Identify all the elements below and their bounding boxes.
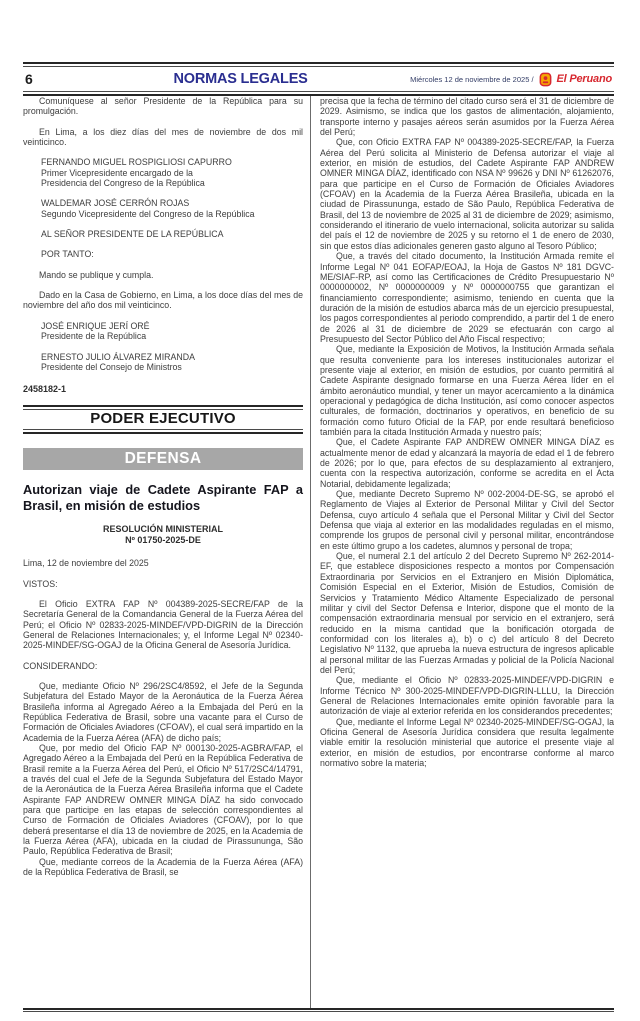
poder-ejecutivo-band xyxy=(23,405,303,434)
section-bottom-rule xyxy=(23,429,303,434)
place-date-line: Lima, 12 de noviembre del 2025 xyxy=(23,558,149,569)
record-number: 2458182-1 xyxy=(23,384,67,395)
considerando-paragraph: Que, mediante la Exposición de Motivos, la Institución Armada señala que resulta conveniente para los intereses institucionales autorizar el presente viaje al exterior, en misión de estudios, por cuanto permitirá al Cadete Aspirante designado formarse en una Fuerza Aérea líder en el ámbito aeronáutico mundial, y tener un mayor acercamiento a la dinámica operacional y pedagógica de dicha Institución, así como conocer aspectos culturales, de formación, doctrinarios y operativos, en beneficio de su formación como futuro Oficial de la FAP, por ende resultará beneficioso también para la citada Institución Armada y nuestro país; xyxy=(320,344,614,437)
el-peruano-emblem-icon xyxy=(538,72,553,87)
vistos-paragraph: El Oficio EXTRA FAP Nº 004389-2025-SECRE/FAP de la Secretaría General de la Comandancia General de la Fuerza Aérea del Perú; el Oficio Nº 02833-2025-MINDEF/VPD-DIGRIN de la Dirección General de Relaciones Internacionales; y, el Informe Legal Nº 02340-2025-MINDEF/SG-OGAJ de la Oficina General de Asesoría Jurídica. xyxy=(23,598,303,651)
signatory-role: Primer Vicepresidente encargado de la xyxy=(41,167,193,178)
date-paragraph: En Lima, a los diez días del mes de noviembre de dos mil veinticinco. xyxy=(23,126,303,148)
page-number: 6 xyxy=(25,71,33,87)
por-tanto-line: POR TANTO: xyxy=(41,249,94,260)
two-column-body xyxy=(23,96,614,1008)
page-header xyxy=(23,62,614,96)
closing-paragraph: Comuníquese al señor Presidente de la República para su promulgación. xyxy=(23,96,303,117)
considerando-label: CONSIDERANDO: xyxy=(23,660,98,671)
resolution-number: Nº 01750-2025-DE xyxy=(125,535,201,546)
considerando-paragraph: Que, a través del citado documento, la Institución Armada remite el Informe Legal Nº 041 EOFAP/EOAJ, la Hoja de Gastos Nº 181 DGVC-ME/SIAF-RP, así como las Certificaciones de Crédito Presupuestario Nº 0000000002, Nº 0000000009 y Nº 0000000755 que garantizan el financiamiento correspondiente; asimismo, teniendo en cuenta que la duración de la misión de estudios abarca más de un ejercicio presupuestal, los pagos correspondientes al periodo comprendido, a partir del 1 de enero de 2026 al 31 de diciembre de 2029 se efectuarán con cargo al Presupuesto del Sector Público del Año Fiscal respectivo; xyxy=(320,251,614,344)
signature-block xyxy=(23,352,303,373)
vistos-label: VISTOS: xyxy=(23,578,58,589)
considerando-paragraph: Que, mediante correos de la Academia de la Fuerza Aérea (AFA) de la República Federativa de Brasil, se xyxy=(23,856,303,878)
mando-line: Mando se publique y cumpla. xyxy=(39,269,154,280)
signatory-name: WALDEMAR JOSÉ CERRÓN ROJAS xyxy=(41,198,190,209)
considerando-paragraph: Que, el Cadete Aspirante FAP ANDREW OMNER MINGA DÍAZ es actualmente menor de edad y alcanzará la mayoría de edad el 1 de febrero de 2026; por lo que, para efectos de su desplazamiento al extranjero, cuenta con la respectiva autorización, conforme se acredita en el Acta Notarial, debidamente legalizada; xyxy=(320,437,614,489)
signatory-name: JOSÉ ENRIQUE JERÍ ORÉ xyxy=(41,320,150,331)
signatory-role: Presidencia del Congreso de la República xyxy=(41,178,205,189)
considerando-paragraph: Que, con Oficio EXTRA FAP Nº 004389-2025-SECRE/FAP, la Fuerza Aérea del Perú solicita al Ministerio de Defensa autorizar el viaje al exterior, en misión de estudios, del Cadete Aspirante FAP ANDREW OMNER MINGA DÍAZ, identificado con NSA Nº 99626 y DNI Nº 61262076, para que participe en el Curso de Formación de Oficiales Aviadores (CFOAV) en la Academia de la Fuerza Aérea Brasileña, ubicada en la ciudad de Pirassununga, estado de São Paulo, República Federativa de Brasil, del 13 de noviembre de 2025 al 31 de diciembre de 2029; asimismo, considerando el itinerario de vuelo internacional, solicita autorizar su salida del país el 12 de noviembre de 2025 y su retorno el 1 de enero de 2030, sin que estos días adicionales generen gasto alguno al Tesoro Público; xyxy=(320,137,614,251)
ministry-header: DEFENSA xyxy=(23,448,303,470)
left-column xyxy=(23,96,311,1008)
signatory-role: Presidente de la República xyxy=(41,331,147,342)
section-header: PODER EJECUTIVO xyxy=(90,409,236,427)
signature-block xyxy=(23,198,303,219)
signatory-role: Segundo Vicepresidente del Congreso de la República xyxy=(41,208,255,219)
signatory-name: FERNANDO MIGUEL ROSPIGLIOSI CAPURRO xyxy=(41,157,232,168)
article-title: Autorizan viaje de Cadete Aspirante FAP a Brasil, en misión de estudios xyxy=(23,482,303,513)
resolution-heading xyxy=(23,524,303,546)
resolution-type: RESOLUCIÓN MINISTERIAL xyxy=(102,524,223,535)
considerando-paragraph: Que, por medio del Oficio FAP Nº 000130-2025-AGBRA/FAP, el Agregado Aéreo a la Embajada del Perú en la República Federativa de Brasil remite a la Fuerza Aérea del Perú, el Oficio Nº 517/2SC4/14791, a través del cual el Jefe de la Segunda Subjefatura del Estado Mayor de la Aeronáutica de la Fuerza Aérea Brasileña informa que el Cadete Aspirante FAP ANDREW OMNER MINGA DÍAZ ha sido convocado para que participe en las etapas de selección correspondientes al Curso de Formación de Oficiales Aviadores (CFOAV), por lo que deberá presentarse el día 13 de noviembre de 2025, en la Academia de la Fuerza Aérea (AFA), ubicada en la ciudad de Pirassununga, São Paulo, República Federativa de Brasil; xyxy=(23,743,303,857)
considerando-paragraph: Que, mediante Oficio Nº 296/2SC4/8592, el Jefe de la Segunda Subjefatura del Estado Mayor de la Aeronáutica de la Fuerza Aérea Brasileña informa al Agregado Aéreo a la Embajada del Perú en la República Federativa de Brasil, sobre una vacante para el Curso de Formación de Oficiales Aviadores (CFOAV), el cual será impartido en la Academia de la Fuerza Aérea (AFA) de dicho país; xyxy=(23,680,303,743)
continuation-paragraph: precisa que la fecha de término del citado curso será el 31 de diciembre de 2029. Asimismo, se indica que los gastos de alimentación, alojamiento, transporte interno y pasajes aéreos serán asumidos por la Fuerza Aérea del Perú; xyxy=(320,96,614,138)
signature-block xyxy=(23,157,303,188)
al-senor-line: AL SEÑOR PRESIDENTE DE LA REPÚBLICA xyxy=(41,229,224,240)
dado-paragraph: Dado en la Casa de Gobierno, en Lima, a los doce días del mes de noviembre del año dos mil veinticinco. xyxy=(23,290,303,311)
considerando-paragraph: Que, mediante Decreto Supremo Nº 002-2004-DE-SG, se aprobó el Reglamento de Viajes al Exterior de Personal Militar y Civil del Sector Defensa, cuyo artículo 4 señala que el Personal Militar y Civil del Sector Defensa que viaja al exterior en las modalidades reguladas en el mismo, comprende los grupos de personal civil y personal militar, encontrándose en este último grupo a los cadetes, alumnos y personal de tropa; xyxy=(320,489,614,551)
page-bottom-rule xyxy=(23,1008,614,1012)
edition-date: Miércoles 12 de noviembre de 2025 / xyxy=(410,74,534,84)
considerando-paragraph: Que, el numeral 2.1 del artículo 2 del Decreto Supremo Nº 262-2014-EF, que establece disposiciones respecto a montos por Compensación Extraordinaria por Servicios en el Extranjero en Misión Diplomática, Comisión Especial en el Exterior, Misión de Estudios, Comisión de Servicios y Tratamiento Médico Altamente Especializado de personal militar y civil del Sector Defensa e Interior, dispone que el monto de la compensación extraordinaria mensual por servicio en el extranjero, será reducido en la misma cantidad que la bonificación otorgada de conformidad con los literales a), b) o c) del artículo 8 del Decreto Legislativo Nº 1132, que aprueba la nueva estructura de ingresos aplicable al personal militar de las Fuerzas Armadas y policial de la Policía Nacional del Perú; xyxy=(320,551,614,675)
considerando-paragraph: Que, mediante el Informe Legal Nº 02340-2025-MINDEF/SG-OGAJ, la Oficina General de Asesoría Jurídica considera que resulta legalmente viable emitir la resolución ministerial que autorice el presente viaje al exterior, en misión de estudios, por encontrarse conforme al marco normativo sobre la materia; xyxy=(320,716,614,768)
signature-block xyxy=(23,321,303,342)
brand-name: El Peruano xyxy=(556,73,612,85)
signatory-role: Presidente del Consejo de Ministros xyxy=(41,361,182,372)
masthead-title: NORMAS LEGALES xyxy=(173,71,308,87)
considerando-paragraph: Que, mediante el Oficio Nº 02833-2025-MINDEF/VPD-DIGRIN e Informe Técnico Nº 300-2025-MINDEF/VPD-DIGRIN-LLLU, la Dirección General de Relaciones Internacionales emite opinión favorable para la autorización de viaje al exterior referida en los considerandos precedentes; xyxy=(320,675,614,717)
signatory-name: ERNESTO JULIO ÁLVAREZ MIRANDA xyxy=(41,351,195,362)
right-column xyxy=(311,96,614,1008)
